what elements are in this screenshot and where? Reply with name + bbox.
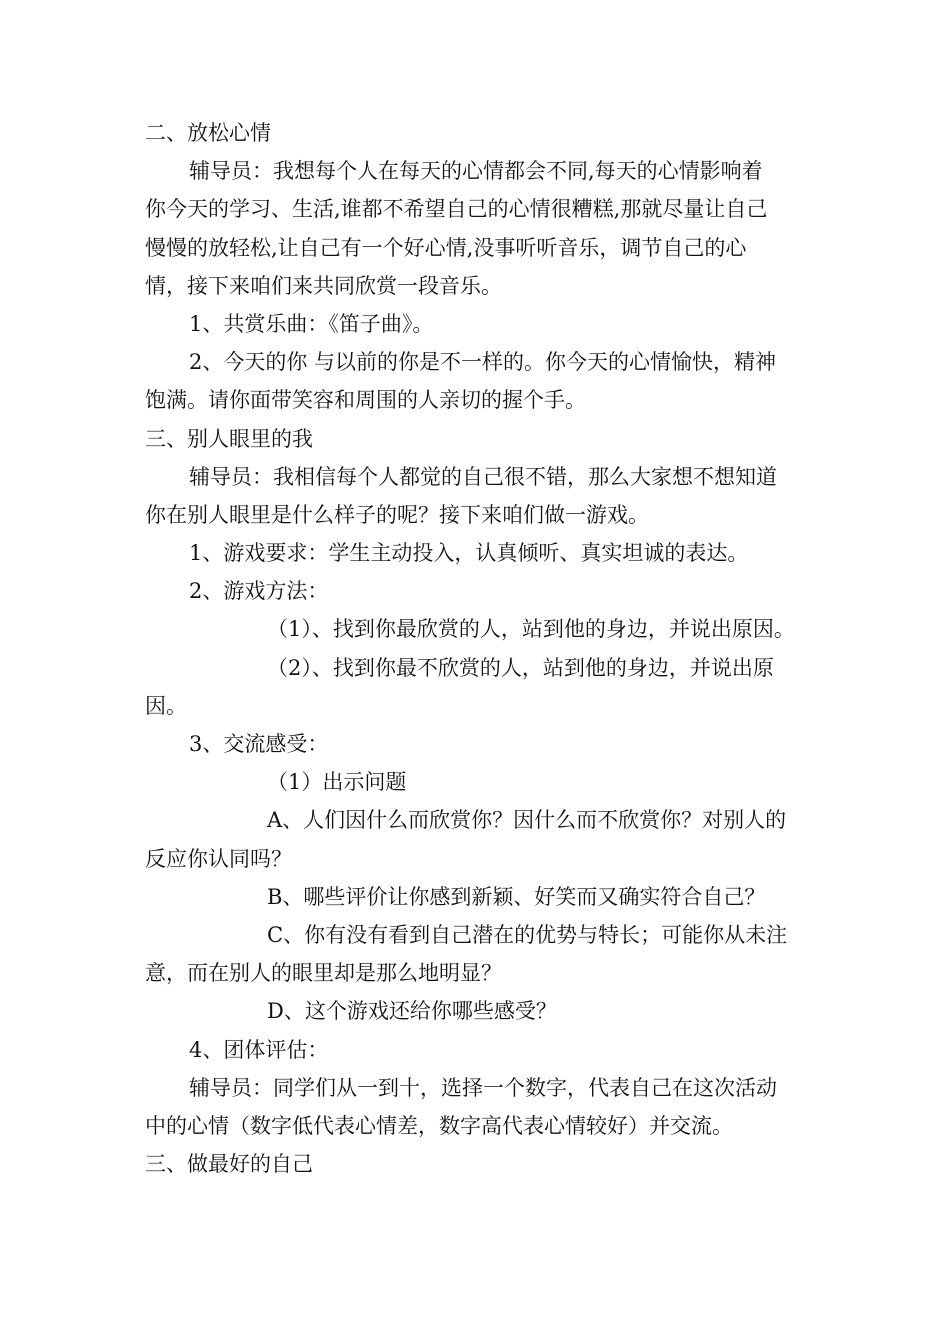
- question-item: B、哪些评价让你感到新颖、好笑而又确实符合自己？: [267, 884, 766, 909]
- list-item: 1、共赏乐曲：《笛子曲》。: [189, 311, 434, 336]
- list-item: 1、游戏要求：学生主动投入，认真倾听、真实坦诚的表达。: [189, 541, 749, 566]
- paragraph-line: 你在别人眼里是什么样子的呢？接下来咱们做一游戏。: [145, 502, 649, 527]
- paragraph-line: 因。: [145, 693, 187, 718]
- paragraph-line: 意，而在别人的眼里却是那么地明显？: [145, 961, 502, 986]
- question-item: A、人们因什么而欣赏你？因什么而不欣赏你？对别人的: [267, 808, 787, 833]
- sub-list-item: （1）出示问题: [267, 770, 407, 795]
- section-heading: 三、做最好的自己: [145, 1152, 313, 1177]
- question-item: C、你有没有看到自己潜在的优势与特长；可能你从未注: [267, 922, 788, 947]
- paragraph-line: 饱满。请你面带笑容和周围的人亲切的握个手。: [145, 388, 586, 413]
- paragraph-line: 慢慢的放轻松,让自己有一个好心情,没事听听音乐，调节自己的心: [145, 235, 747, 260]
- paragraph-line: 辅导员：我想每个人在每天的心情都会不同,每天的心情影响着: [189, 159, 763, 184]
- paragraph-line: 反应你认同吗？: [145, 846, 292, 871]
- list-item: 2、游戏方法：: [189, 579, 329, 604]
- document-body: [145, 114, 813, 1183]
- question-item: D、这个游戏还给你哪些感受？: [267, 999, 557, 1024]
- list-item: 3、交流感受：: [189, 732, 329, 756]
- section-heading: 三、别人眼里的我: [145, 426, 313, 451]
- sub-list-item: （1）、找到你最欣赏的人，站到他的身边，并说出原因。: [267, 617, 795, 642]
- paragraph-line: 你今天的学习、生活,谁都不希望自己的心情很糟糕,那就尽量让自己: [145, 197, 768, 222]
- paragraph-line: 辅导员：我相信每个人都觉的自己很不错，那么大家想不想知道: [189, 464, 777, 489]
- paragraph-line: 情，接下来咱们来共同欣赏一段音乐。: [145, 273, 502, 298]
- paragraph-line: 中的心情（数字低代表心情差，数字高代表心情较好）并交流。: [145, 1113, 733, 1138]
- paragraph-line: 辅导员：同学们从一到十，选择一个数字，代表自己在这次活动: [189, 1075, 777, 1100]
- list-item: 4、团体评估：: [189, 1037, 329, 1062]
- sub-list-item: （2）、找到你最不欣赏的人，站到他的身边，并说出原: [267, 655, 774, 680]
- list-item: 2、今天的你 与以前的你是不一样的。你今天的心情愉快，精神: [189, 350, 777, 375]
- section-heading: 二、放松心情: [145, 121, 271, 145]
